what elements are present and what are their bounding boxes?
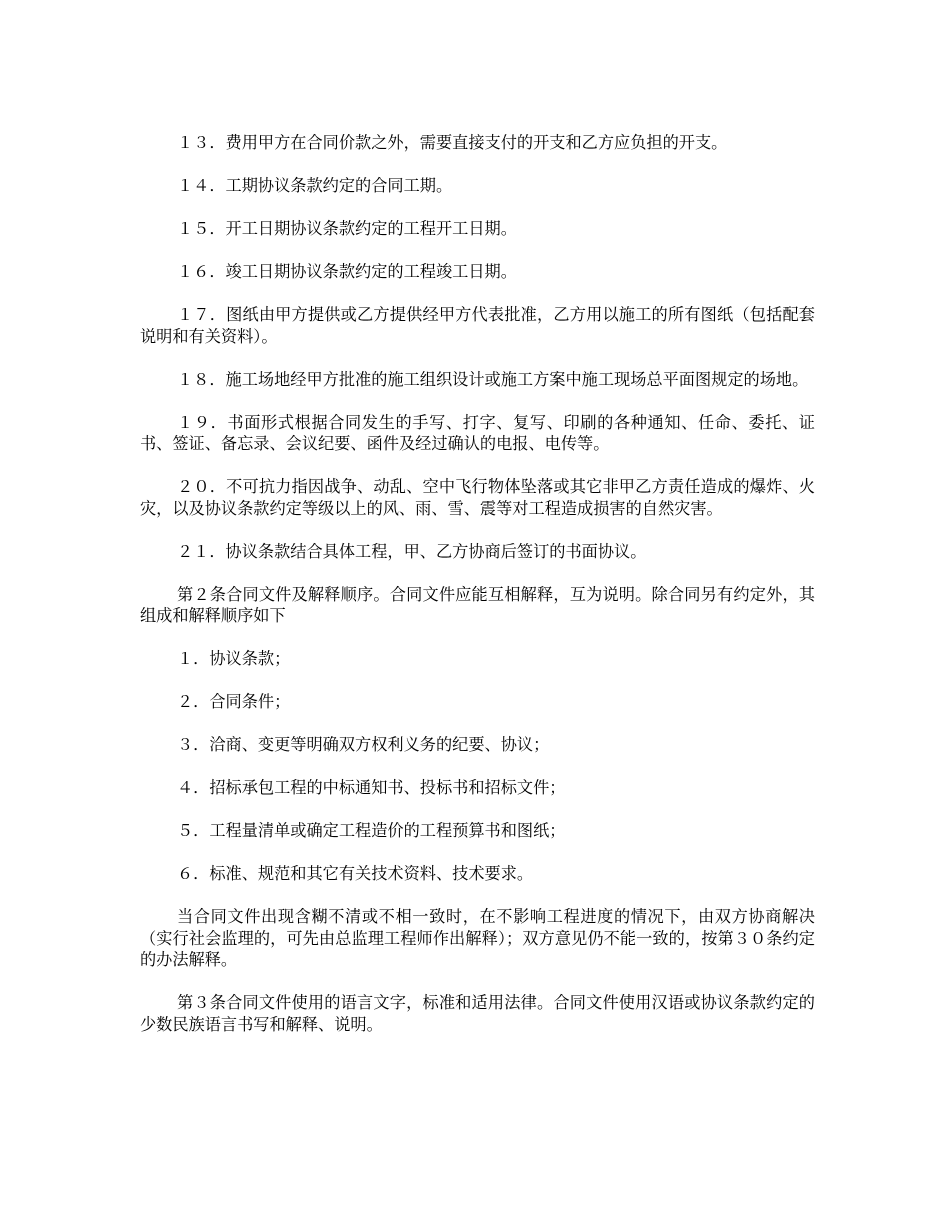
paragraph-item-15: １５．开工日期协议条款约定的工程开工日期。 — [177, 219, 517, 238]
paragraph-item-21: ２１．协议条款结合具体工程，甲、乙方协商后签订的书面协议。 — [177, 541, 647, 561]
document-body — [140, 132, 815, 1057]
paragraph-article-3: 第３条合同文件使用的语言文字，标准和适用法律。合同文件使用汉语或协议条款约定的少数民族语言书写和解释、说明。 — [140, 993, 815, 1034]
paragraph-article-2: 第２条合同文件及解释顺序。合同文件应能互相解释，互为说明。除合同另有约定外，其组成和解释顺序如下 — [140, 584, 815, 625]
paragraph-order-1: １．协议条款； — [177, 649, 291, 668]
paragraph-item-14: １４．工期协议条款约定的合同工期。 — [177, 176, 453, 195]
paragraph-item-16: １６．竣工日期协议条款约定的工程竣工日期。 — [177, 262, 517, 281]
paragraph-order-4: ４．招标承包工程的中标通知书、投标书和招标文件； — [177, 778, 566, 797]
paragraph-ambiguity-resolution: 当合同文件出现含糊不清或不相一致时，在不影响工程进度的情况下，由双方协商解决（实行社会监理的，可先由总监理工程师作出解释）；双方意见仍不能一致的，按第３０条约定的办法解释。 — [140, 907, 815, 969]
paragraph-item-19: １９．书面形式根据合同发生的手写、打字、复写、印刷的各种通知、任命、委托、证书、签证、备忘录、会议纪要、函件及经过确认的电报、电传等。 — [140, 412, 815, 453]
paragraph-item-20: ２０．不可抗力指因战争、动乱、空中飞行物体坠落或其它非甲乙方责任造成的爆炸、火灾，以及协议条款约定等级以上的风、雨、雪、震等对工程造成损害的自然灾害。 — [140, 477, 815, 518]
paragraph-order-3: ３．洽商、变更等明确双方权利义务的纪要、协议； — [177, 735, 550, 754]
paragraph-order-5: ５．工程量清单或确定工程造价的工程预算书和图纸； — [177, 821, 566, 840]
paragraph-item-17: １７．图纸由甲方提供或乙方提供经甲方代表批准，乙方用以施工的所有图纸（包括配套说明和有关资料）。 — [140, 305, 815, 346]
paragraph-order-6: ６．标准、规范和其它有关技术资料、技术要求。 — [177, 864, 534, 883]
paragraph-order-2: ２．合同条件； — [177, 692, 291, 711]
paragraph-item-13: １３．费用甲方在合同价款之外，需要直接支付的开支和乙方应负担的开支。 — [177, 133, 728, 152]
paragraph-item-18: １８．施工场地经甲方批准的施工组织设计或施工方案中施工现场总平面图规定的场地。 — [177, 369, 809, 389]
